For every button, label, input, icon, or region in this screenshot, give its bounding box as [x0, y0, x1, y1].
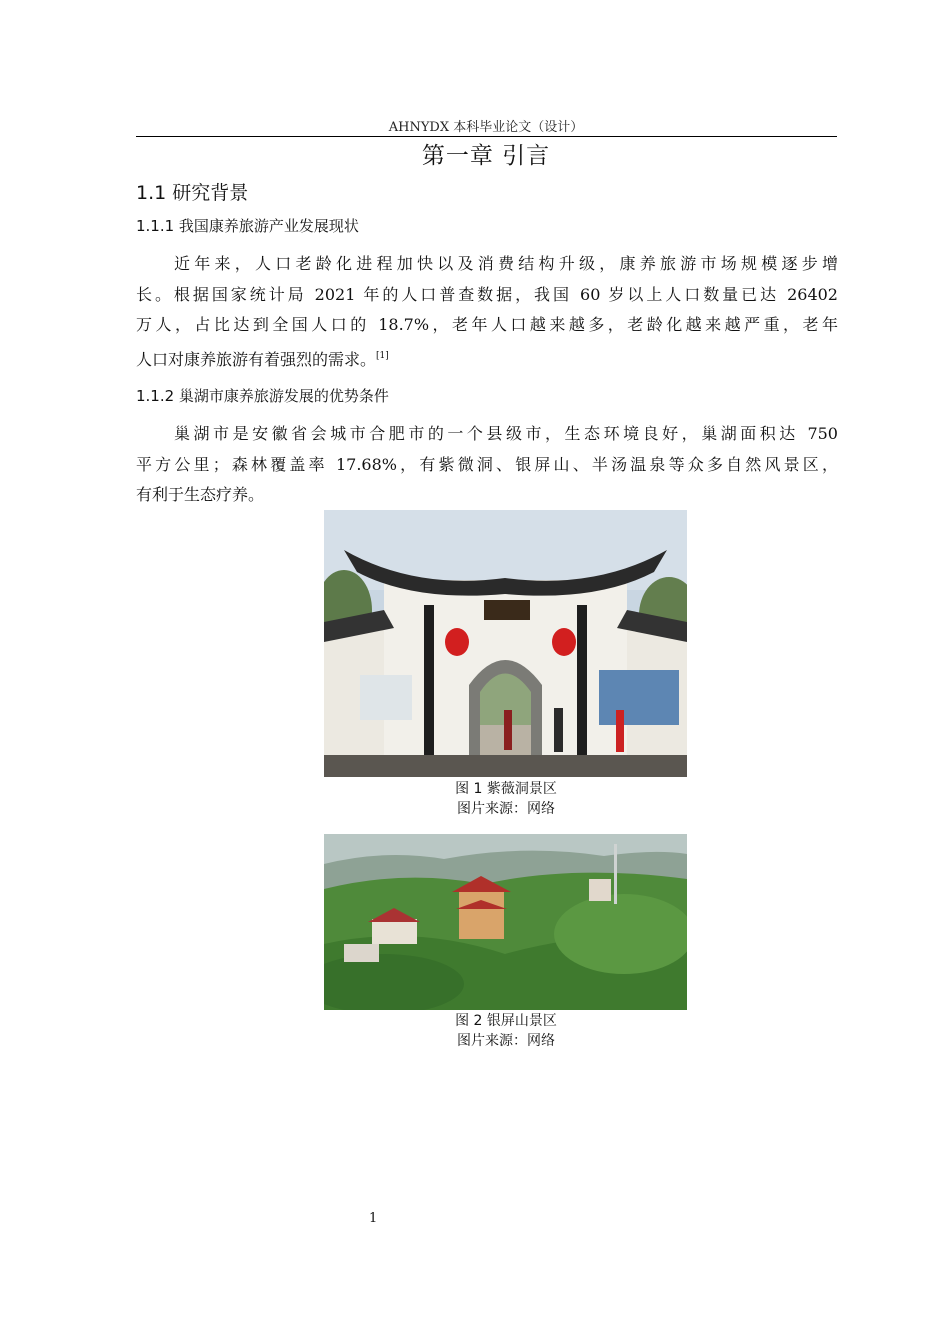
figure-2-source: 图片来源：网络 [457, 1033, 555, 1049]
figure-1-caption: 图 1 紫薇洞景区 [455, 781, 557, 797]
citation-ref[interactable]: [1] [376, 350, 389, 361]
paragraph-line: 人口对康养旅游有着强烈的需求。[1] [136, 349, 389, 369]
header-divider [136, 136, 837, 137]
paragraph-line: 有利于生态疗养。 [136, 485, 265, 504]
page-number: 1 [369, 1211, 378, 1226]
paragraph-line: 近年来，人口老龄化进程加快以及消费结构升级，康养旅游市场规模逐步增 [174, 254, 838, 273]
figure-ziwei-cave-photo [324, 510, 687, 777]
paragraph-chaohu-advantages [136, 419, 838, 511]
figure-2-caption: 图 2 银屏山景区 [455, 1013, 557, 1029]
subsection-heading-2: 1.1.2 巢湖市康养旅游发展的优势条件 [136, 387, 389, 405]
paragraph-line: 巢湖市是安徽省会城市合肥市的一个县级市，生态环境良好，巢湖面积达 750 [174, 424, 838, 443]
paragraph-line: 长。根据国家统计局 2021 年的人口普查数据，我国 60 岁以上人口数量已达 26402 [136, 284, 838, 304]
running-header: AHNYDX 本科毕业论文（设计） [388, 120, 584, 135]
paragraph-tourism-status [136, 249, 838, 375]
figure-yinping-mountain-photo [324, 834, 687, 1010]
paragraph-line: 平方公里；森林覆盖率 17.68%，有紫微洞、银屏山、半汤温泉等众多自然风景区， [136, 454, 838, 474]
figure-1-source: 图片来源：网络 [457, 801, 555, 817]
chapter-title: 第一章 引言 [421, 143, 551, 169]
section-heading: 1.1 研究背景 [136, 182, 249, 204]
paragraph-line: 万人，占比达到全国人口的 18.7%，老年人口越来越多，老龄化越来越严重，老年 [136, 315, 838, 334]
subsection-heading-1: 1.1.1 我国康养旅游产业发展现状 [136, 217, 359, 235]
